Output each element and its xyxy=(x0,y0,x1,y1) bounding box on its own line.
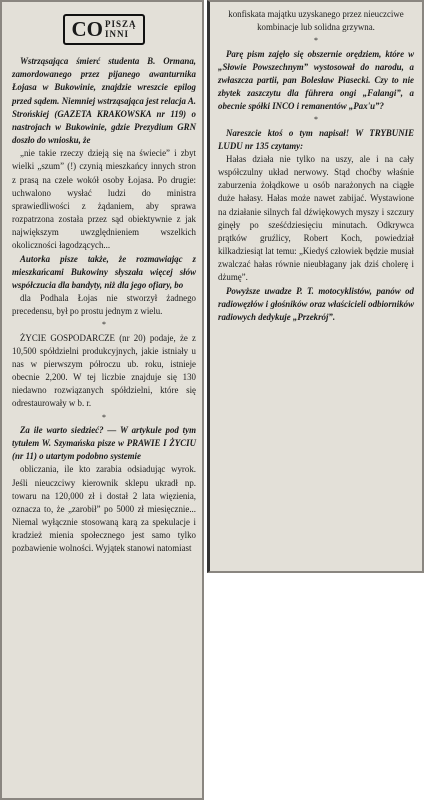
paragraph-author-note: Autorka pisze także, że rozmawiając z mieszkańcami Bukowiny słyszała więcej słów współczucia dla bandyty, niż dla jego ofiary, bo xyxy=(12,253,196,290)
left-column xyxy=(0,0,204,800)
section-separator-star: * xyxy=(102,320,106,330)
column-logo xyxy=(63,14,144,45)
paragraph-piasecki: Parę pism zajęło się obszernie orędziem, które w „Słowie Powszechnym” wystosował do narodu, a zwłaszcza partii, pan Bolesław Piasecki. Czy to nie zbytek zaszczytu dla führera ongi „Falangi”, a obecnie spółki INCO i remanentów „Pax'u”? xyxy=(218,48,414,112)
right-column xyxy=(207,0,424,573)
logo-line-2: INNI xyxy=(104,28,129,39)
logo-big-text: CO xyxy=(71,17,103,41)
section-separator-star: * xyxy=(314,36,318,46)
quote-halas: Hałas działa nie tylko na uszy, ale i na cały współczulny układ nerwowy. Stąd choćby właśnie zaburzenia żołądkowe u osób narażonych na ciągłe duże hałasy. Hałas może nawet zabijać. Wystawione na działanie silnych fal dźwiękowych myszy i szczury ginęły po sześćdziesięciu minutach. Odkrywca prątków gruźlicy, Robert Koch, powiedział kilkadziesiąt lat temu: „Kiedyś człowiek będzie musiał zwalczać hałas równie nieubłagany jak dziś cholerę i dżumę”. xyxy=(218,153,414,283)
section-separator-star: * xyxy=(102,412,106,422)
quote-bukowina: „nie takie rzeczy dzieją się na świecie” i zbyt wielki „szum” (!) czynią mieszkańcy innych stron z prasą na czele wokół osoby Łojasa. Po drugie: uchwalono wysłać ludzi do ministra sprawiedliwości z żądaniem, aby sprawa rozpatrzona została przez sąd obiektywnie z jak największym uwzględnieniem wszelkich okoliczności łagodzących... xyxy=(12,148,196,251)
logo-stack xyxy=(105,20,137,39)
masthead xyxy=(12,14,196,45)
paragraph-konfiskata: konfiskata majątku uzyskanego przez nieuczciwe kombinacje lub solidna grzywna. xyxy=(228,9,404,33)
paragraph-trybuna-intro: Nareszcie ktoś o tym napisał! W TRYBUNIE LUDU nr 135 czytamy: xyxy=(218,127,414,151)
section-separator-star: * xyxy=(314,115,318,125)
paragraph-za-ile: Za ile warto siedzieć? — W artykule pod tym tytułem W. Szymańska pisze w PRAWIE I ŻYCIU (nr 11) o utartym podobno systemie xyxy=(12,424,196,462)
paragraph-dedication: Powyższe uwadze P. T. motocyklistów, panów od radiowęzłów i głośników oraz właścicieli odbiorników radiowych dedykuje „Przekrój”. xyxy=(218,285,414,322)
quote-obliczania: obliczania, ile kto zarabia odsiadując wyrok. Jeśli nieuczciwy kierownik sklepu ukradł np. towaru na 120,000 zł i dostał 2 lata więzienia, oznacza to, że „zarobił” po 5000 zł miesięcznie... Niemal wyłącznie stosowaną karą za spekulacje i kradzież mienia społecznego jest samo tylko pozbawienie wolności. Wyjątek stanowi natomiast xyxy=(12,464,196,554)
logo-line-1: PISZĄ xyxy=(104,19,137,30)
paragraph-intro: Wstrząsająca śmierć studenta B. Ormana, zamordowanego przez pijanego awanturnika Łojasa w Bukowinie, znajdzie wreszcie epilog przed sądem. Niemniej wstrząsająca jest relacja A. Strońskiej (GAZETA KRAKOWSKA nr 119) o nastrojach w Bukowinie, gdzie Prezydium GRN doszło do wniosku, że xyxy=(12,56,196,146)
paragraph-zycie-gospodarcze: ŻYCIE GOSPODARCZE (nr 20) podaje, że z 10,500 spółdzielni produkcyjnych, jakie istniały u nas w pierwszym półroczu ub. roku, istnieje obecnie 2,200. W tej liczbie znajduje się 130 niedawno rozwiązanych spółdzielni, które się odrestaurowały w b. r. xyxy=(12,332,196,409)
quote-podhale: dla Podhala Łojas nie stworzył żadnego precedensu, był po prostu jednym z wielu. xyxy=(12,293,196,317)
